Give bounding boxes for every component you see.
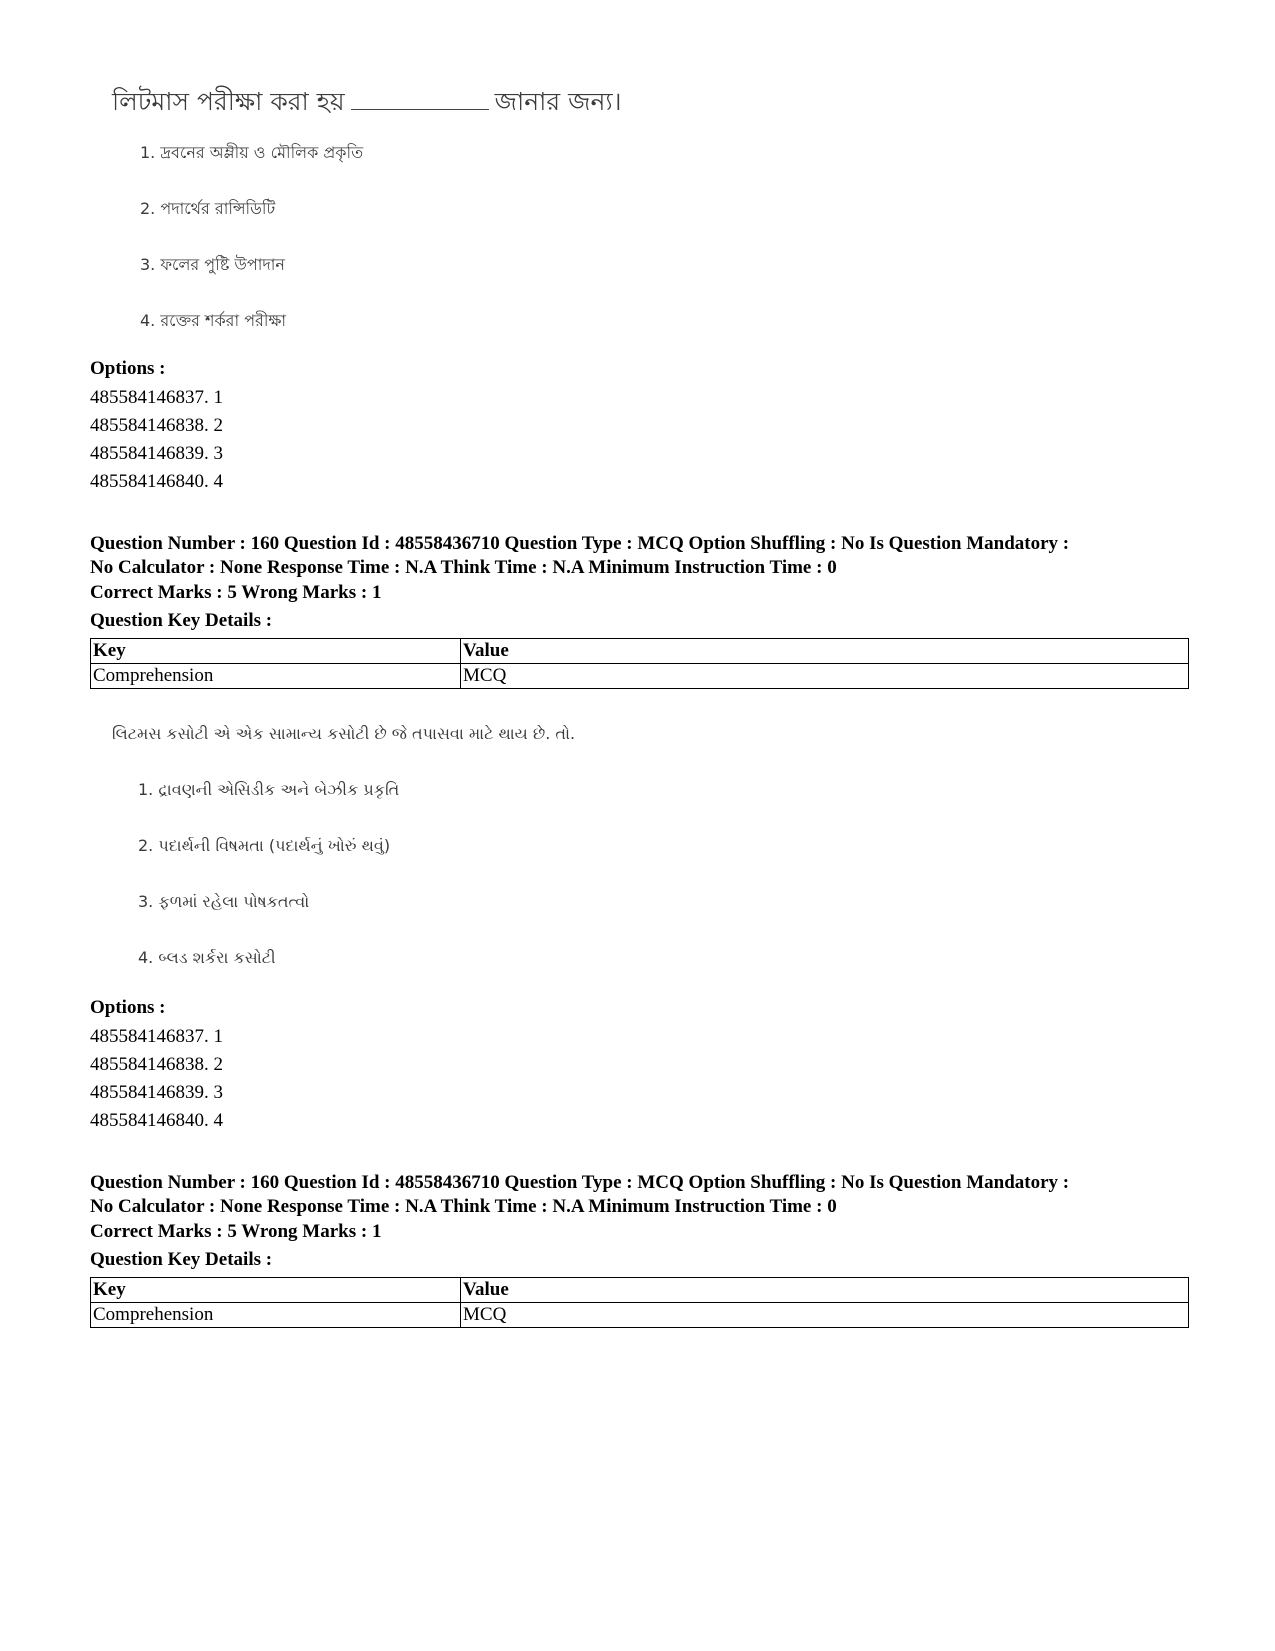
question-image-gujarati-stem: લિટમસ કસોટી એ એક સામાન્ય કસોટી છે જે તપાસવા માટે થાય છે. તો. <box>112 724 576 743</box>
question-image-option-2: 2. પદાર્થની વિષમતા (પદાર્થનું ખોરું થવું) <box>138 836 391 855</box>
key-details-table <box>90 1277 1189 1328</box>
option-item: 485584146838. 2 <box>90 1054 223 1075</box>
stem-after: জানার জন্য। <box>494 87 622 116</box>
question-image-bengali <box>112 82 622 125</box>
options-label: Options : <box>90 997 166 1018</box>
option-item: 485584146839. 3 <box>90 1082 223 1103</box>
question-image-option-1: 1. દ્રાવણની એસિડીક અને બેઝીક પ્રકૃતિ <box>138 780 400 799</box>
key-details-table <box>90 638 1189 689</box>
table-header-row <box>91 639 1189 664</box>
meta-line-2: No Calculator : None Response Time : N.A Think Time : N.A Minimum Instruction Time : 0 <box>90 557 837 578</box>
table-row <box>91 664 1189 689</box>
options-list <box>90 1023 223 1135</box>
option-item: 485584146839. 3 <box>90 443 223 464</box>
question-image-option-4: 4. બ્લડ શર્કરા કસોટી <box>138 948 276 967</box>
question-image-option-1: 1. দ্রবনের অম্লীয় ও মৌলিক প্রকৃতি <box>140 143 364 162</box>
header-value: Value <box>461 639 1189 664</box>
meta-line-1: Question Number : 160 Question Id : 48558436710 Question Type : MCQ Option Shuffling : No Is Question Mandatory : <box>90 1172 1070 1193</box>
header-key: Key <box>91 639 461 664</box>
fill-blank <box>351 109 489 110</box>
option-item: 485584146837. 1 <box>90 1026 223 1047</box>
cell-value: MCQ <box>461 1303 1189 1328</box>
cell-key: Comprehension <box>91 1303 461 1328</box>
option-item: 485584146840. 4 <box>90 1110 223 1131</box>
cell-key: Comprehension <box>91 664 461 689</box>
option-item: 485584146840. 4 <box>90 471 223 492</box>
key-details-label: Question Key Details : <box>90 610 273 631</box>
question-image-option-2: 2. পদার্থের রান্সিডিটি <box>140 199 276 218</box>
options-list <box>90 384 223 496</box>
question-meta <box>90 532 1210 580</box>
question-image-option-3: 3. ફળમાં રહેલા પોષકતત્વો <box>138 892 310 911</box>
marks-line: Correct Marks : 5 Wrong Marks : 1 <box>90 582 382 603</box>
header-key: Key <box>91 1278 461 1303</box>
stem-before: লিটমাস পরীক্ষা করা হয় <box>112 87 345 116</box>
options-label: Options : <box>90 358 166 379</box>
marks-line: Correct Marks : 5 Wrong Marks : 1 <box>90 1221 382 1242</box>
meta-line-2: No Calculator : None Response Time : N.A Think Time : N.A Minimum Instruction Time : 0 <box>90 1196 837 1217</box>
cell-value: MCQ <box>461 664 1189 689</box>
option-item: 485584146838. 2 <box>90 415 223 436</box>
question-image-option-4: 4. রক্তের শর্করা পরীক্ষা <box>140 311 287 330</box>
question-meta <box>90 1171 1210 1219</box>
option-item: 485584146837. 1 <box>90 387 223 408</box>
question-stem <box>112 82 622 125</box>
meta-line-1: Question Number : 160 Question Id : 48558436710 Question Type : MCQ Option Shuffling : No Is Question Mandatory : <box>90 533 1070 554</box>
question-image-option-3: 3. ফলের পুষ্টি উপাদান <box>140 255 285 274</box>
key-details-label: Question Key Details : <box>90 1249 273 1270</box>
table-row <box>91 1303 1189 1328</box>
table-header-row <box>91 1278 1189 1303</box>
header-value: Value <box>461 1278 1189 1303</box>
